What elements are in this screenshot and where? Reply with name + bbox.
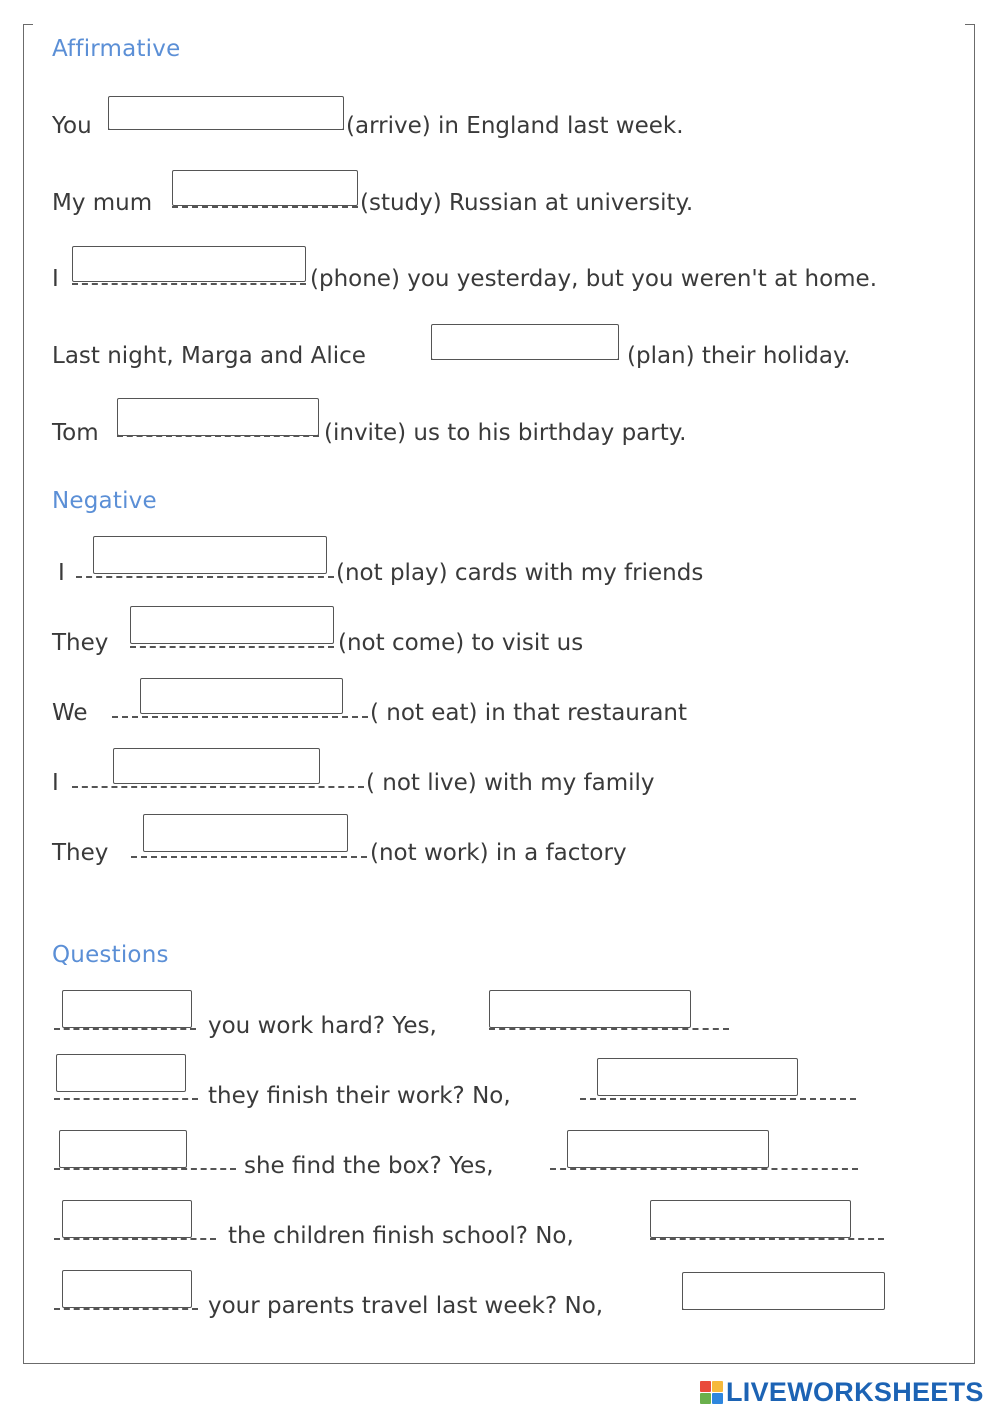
auxiliary-input[interactable] xyxy=(62,1200,192,1238)
question-text: your parents travel last week? No, xyxy=(208,1293,604,1319)
short-answer-input[interactable] xyxy=(682,1272,885,1310)
question-text: she find the box? Yes, xyxy=(244,1153,494,1179)
logo-square-blue xyxy=(712,1393,723,1404)
answer-underline xyxy=(489,1028,729,1030)
answer-input[interactable] xyxy=(117,398,319,436)
auxiliary-input[interactable] xyxy=(62,1270,192,1308)
sentence-end: (not play) cards with my friends xyxy=(336,560,704,586)
sentence-end: (invite) us to his birthday party. xyxy=(324,420,687,446)
answer-underline xyxy=(172,206,358,208)
sentence-start: They xyxy=(52,630,109,656)
sentence-end: (not work) in a factory xyxy=(370,840,627,866)
answer-underline xyxy=(550,1168,858,1170)
answer-underline xyxy=(76,576,334,578)
frame-corner-right xyxy=(965,24,975,25)
sentence-start: I xyxy=(52,770,59,796)
answer-input[interactable] xyxy=(72,246,306,282)
answer-input[interactable] xyxy=(108,96,344,130)
auxiliary-input[interactable] xyxy=(59,1130,187,1168)
answer-underline xyxy=(54,1028,196,1030)
frame-corner-left xyxy=(23,24,33,25)
sentence-start: I xyxy=(52,266,59,292)
answer-input[interactable] xyxy=(431,324,619,360)
sentence-end: (arrive) in England last week. xyxy=(346,113,684,139)
answer-underline xyxy=(131,856,367,858)
heading-negative: Negative xyxy=(52,488,157,514)
heading-affirmative: Affirmative xyxy=(52,36,181,62)
sentence-start: Tom xyxy=(52,420,99,446)
answer-input[interactable] xyxy=(130,606,334,644)
sentence-end: (plan) their holiday. xyxy=(627,343,851,369)
short-answer-input[interactable] xyxy=(489,990,691,1028)
answer-input[interactable] xyxy=(113,748,320,784)
sentence-start: I xyxy=(58,560,65,586)
answer-underline xyxy=(54,1168,236,1170)
heading-questions: Questions xyxy=(52,942,169,968)
auxiliary-input[interactable] xyxy=(62,990,192,1028)
answer-underline xyxy=(72,786,364,788)
sentence-end: ( not live) with my family xyxy=(366,770,655,796)
short-answer-input[interactable] xyxy=(650,1200,851,1238)
auxiliary-input[interactable] xyxy=(56,1054,186,1092)
sentence-start: My mum xyxy=(52,190,153,216)
answer-underline xyxy=(54,1308,198,1310)
short-answer-input[interactable] xyxy=(567,1130,769,1168)
answer-input[interactable] xyxy=(172,170,358,206)
sentence-start: They xyxy=(52,840,109,866)
liveworksheets-logo-icon xyxy=(700,1381,723,1404)
sentence-start: You xyxy=(52,113,92,139)
brand-name: LIVEWORKSHEETS xyxy=(726,1376,984,1407)
answer-underline xyxy=(112,716,368,718)
sentence-end: ( not eat) in that restaurant xyxy=(370,700,688,726)
answer-input[interactable] xyxy=(93,536,327,574)
sentence-end: (phone) you yesterday, but you weren't at home. xyxy=(310,266,878,292)
answer-underline xyxy=(72,283,306,285)
logo-square-yellow xyxy=(712,1381,723,1392)
question-text: you work hard? Yes, xyxy=(208,1013,437,1039)
liveworksheets-brand xyxy=(700,1376,984,1408)
answer-underline xyxy=(650,1238,884,1240)
answer-underline xyxy=(580,1098,856,1100)
logo-square-red xyxy=(700,1381,711,1392)
sentence-start: We xyxy=(52,700,88,726)
sentence-end: (not come) to visit us xyxy=(338,630,584,656)
question-text: the children finish school? No, xyxy=(228,1223,574,1249)
answer-underline xyxy=(130,646,334,648)
answer-underline xyxy=(54,1098,198,1100)
answer-underline xyxy=(54,1238,216,1240)
sentence-end: (study) Russian at university. xyxy=(360,190,694,216)
answer-input[interactable] xyxy=(143,814,348,852)
question-text: they finish their work? No, xyxy=(208,1083,511,1109)
sentence-start: Last night, Marga and Alice xyxy=(52,343,366,369)
logo-square-green xyxy=(700,1393,711,1404)
answer-input[interactable] xyxy=(140,678,343,714)
short-answer-input[interactable] xyxy=(597,1058,798,1096)
